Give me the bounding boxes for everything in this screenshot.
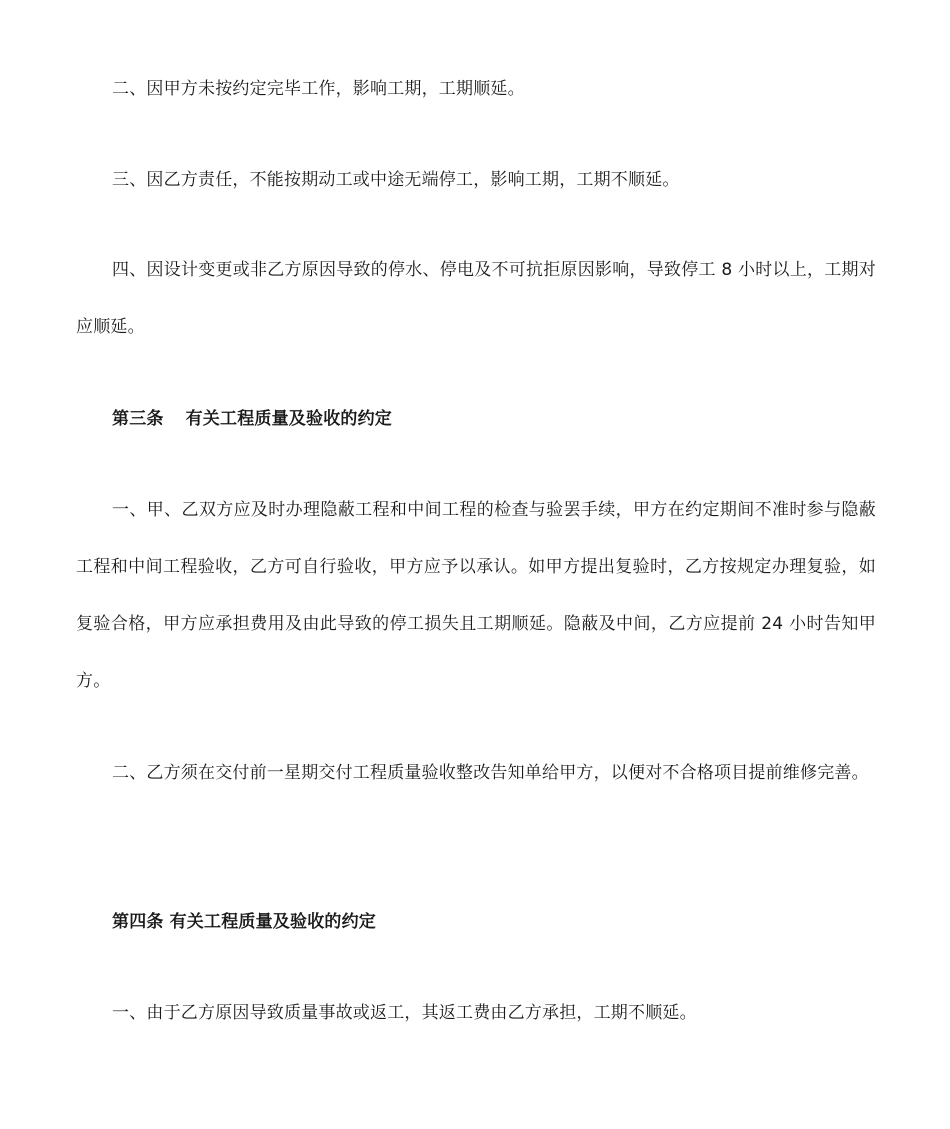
paragraph-no-delay-party-b: 三、因乙方责任，不能按期动工或中途无端停工，影响工期，工期不顺延。: [112, 170, 680, 190]
article-4-title: 有关工程质量及验收的约定: [169, 912, 377, 932]
paragraph-hidden-works-inspection: 一、甲、乙双方应及时办理隐蔽工程和中间工程的检查与验罢手续，甲方在约定期间不准时参与隐蔽工程和中间工程验收，乙方可自行验收，甲方应予以承认。如甲方提出复验时，乙方按规定办理复验，如复验合格，甲方应承担费用及由此导致的停工损失且工期顺延。隐蔽及中间，乙方应提前 24 小时告知甲方。: [76, 500, 876, 691]
article-3-number: 第三条: [112, 409, 164, 429]
article-4-number: 第四条: [112, 912, 164, 932]
article-3-heading: [76, 391, 876, 448]
paragraph-rectification-notice: 二、乙方须在交付前一星期交付工程质量验收整改告知单给甲方，以便对不合格项目提前维修完善。: [112, 763, 869, 783]
paragraph-delay-party-a: 二、因甲方未按约定完毕工作，影响工期，工期顺延。: [112, 79, 525, 99]
paragraph-design-change-delay: 四、因设计变更或非乙方原因导致的停水、停电及不可抗拒原因影响，导致停工 8 小时以上，工期对应顺延。: [76, 260, 876, 337]
paragraph-quality-accident-rework: 一、由于乙方原因导致质量事故或返工，其返工费由乙方承担，工期不顺延。: [112, 1003, 697, 1023]
article-4-heading: [76, 894, 876, 951]
article-3-title: 有关工程质量及验收的约定: [185, 409, 393, 429]
